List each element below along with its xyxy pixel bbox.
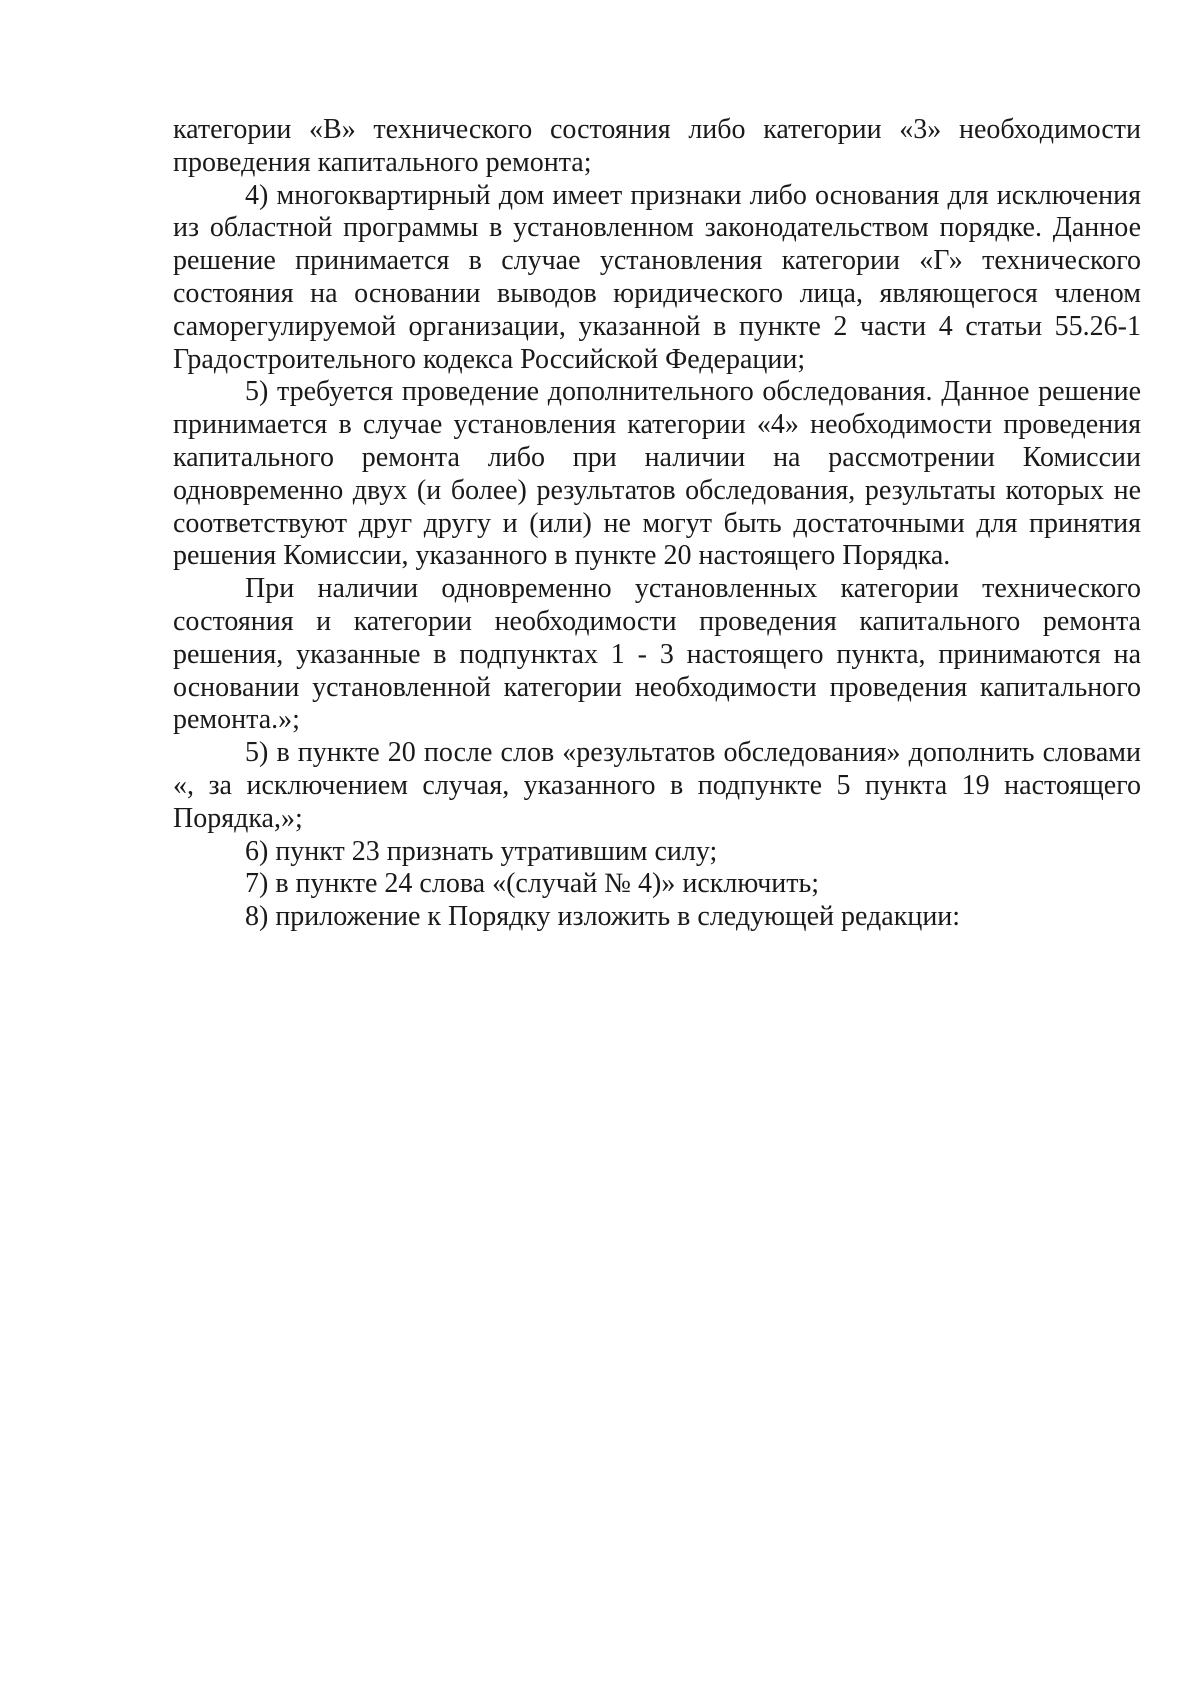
paragraph-amendment-7: 7) в пункте 24 слова «(случай № 4)» исключить; [245, 868, 820, 900]
paragraph-item-5: 5) требуется проведение дополнительного обследования. Данное решение принимается в случае установления категории «4» необходимости проведения капитального ремонта либо при наличии на рассмотрении Комиссии одновременно двух (и более) результатов обследования, результаты которых не соответствуют друг другу и (или) не могут быть достаточными для принятия решения Комиссии, указанного в пункте 20 настоящего Порядка. [173, 376, 1141, 572]
paragraph-continuation: категории «В» технического состояния либо категории «3» необходимости проведения капитального ремонта; [173, 114, 1141, 178]
paragraph-item-4: 4) многоквартирный дом имеет признаки либо основания для исключения из областной программы в установленном законодательством порядке. Данное решение принимается в случае установления категории «Г» технического состояния на основании выводов юридического лица, являющегося членом саморегулируемой организации, указанной в пункте 2 части 4 статьи 55.26-1 Градостроительного кодекса Российской Федерации; [173, 179, 1141, 375]
document-body [173, 114, 1141, 934]
paragraph-amendment-5: 5) в пункте 20 после слов «результатов обследования» дополнить словами «, за исключением случая, указанного в подпункте 5 пункта 19 настоящего Порядка,»; [173, 737, 1141, 834]
paragraph-amendment-8: 8) приложение к Порядку изложить в следующей редакции: [245, 901, 961, 933]
paragraph-categories-note: При наличии одновременно установленных категории технического состояния и категории необходимости проведения капитального ремонта решения, указанные в подпунктах 1 - 3 настоящего пункта, принимаются на основании установленной категории необходимости проведения капитального ремонта.»; [173, 573, 1141, 736]
paragraph-amendment-6: 6) пункт 23 признать утратившим силу; [245, 835, 718, 867]
